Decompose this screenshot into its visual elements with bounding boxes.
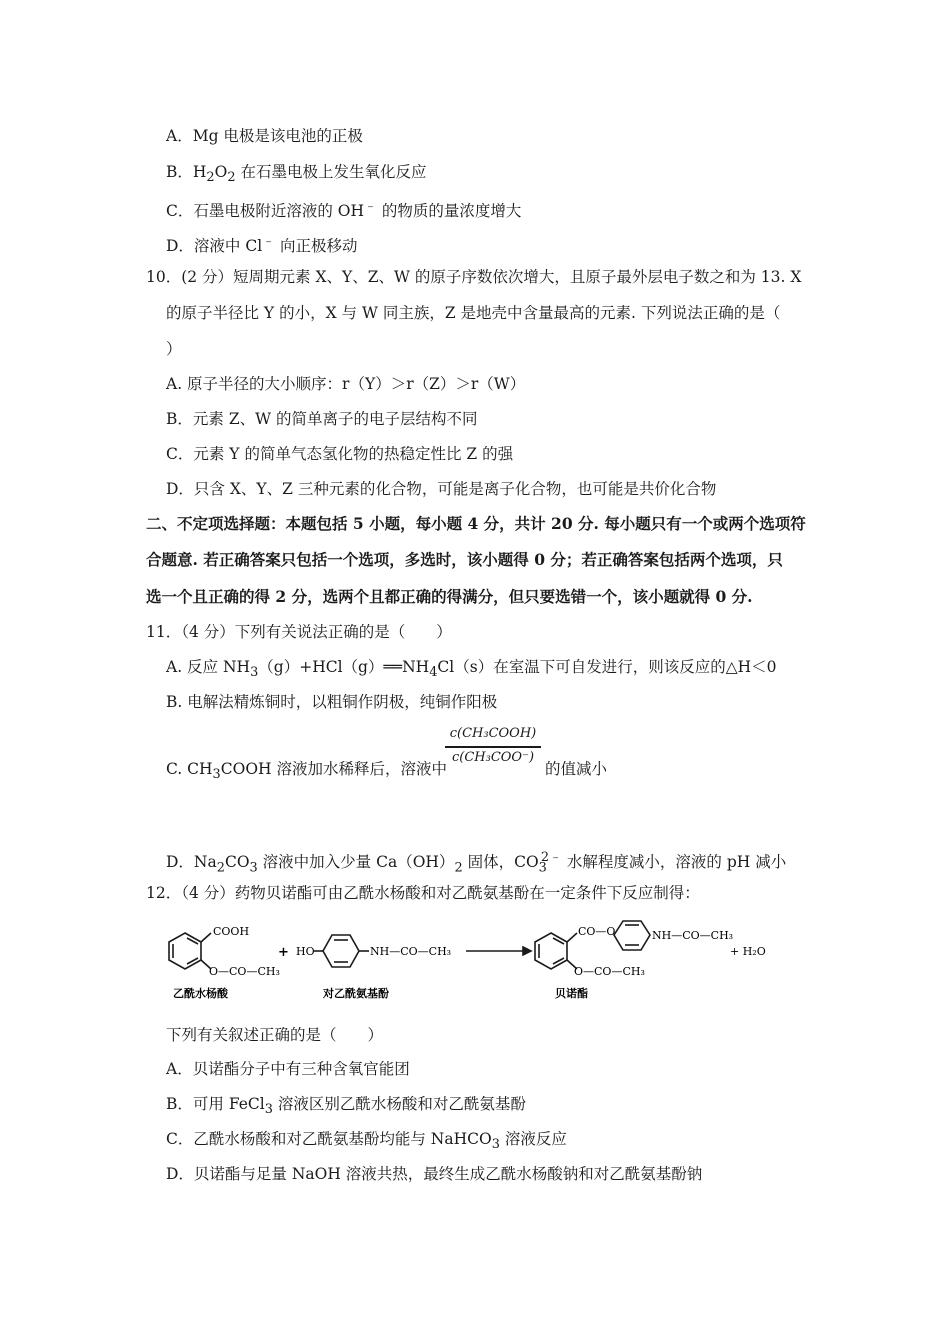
q12-option-b: B．可用 FeCl$_3$ 溶液区别乙酰水杨酸和对乙酰氨基酚 xyxy=(166,1095,526,1118)
r2-right-group: NH—CO—CH₃ xyxy=(370,945,452,958)
q11-option-c-text: C. $CH_3COOH$ 溶液加水稀释后，溶液中 xyxy=(166,760,447,783)
benzene-ring-icon xyxy=(313,935,369,967)
q11-option-a: A. 反应 $NH_3(g)+HCl(g)══NH_4Cl(s)$在室温下可自发进行，则该反应的△H＜0 xyxy=(166,658,777,681)
q11-option-d: D．$Na_2CO_3$ 溶液中加入少量 $Ca(OH)_2$ 固体，$CO_3^{2﹣}$ 水解程度减小，溶液的 pH 减小 xyxy=(166,850,787,876)
fraction-numerator: c(CH₃COOH) xyxy=(449,726,537,741)
section2-line-1: 二、不定项选择题：本题包括 5 小题，每小题 4 分，共计 20 分. 每小题只有一个或两个选项符 xyxy=(146,514,806,533)
p-right-group: NH—CO—CH₃ xyxy=(652,929,734,942)
r1-top-group: COOH xyxy=(213,925,250,938)
r1-bottom-group: O—CO—CH₃ xyxy=(209,965,280,978)
section2-line-2: 合题意. 若正确答案只包括一个选项，多选时，该小题得 0 分；若正确答案包括两个选项，只 xyxy=(146,550,783,569)
p-bottom-group: O—CO—CH₃ xyxy=(574,965,645,978)
q9-option-b: B．$H_2O_2$ 在石墨电极上发生氧化反应 xyxy=(166,163,427,186)
benzene-ring-icon xyxy=(169,933,211,969)
q10-option-c: C．元素 Y 的简单气态氢化物的热稳定性比 Z 的强 xyxy=(166,445,514,463)
benzene-ring-icon xyxy=(614,921,650,950)
q10-option-b: B．元素 Z、W 的简单离子的电子层结构不同 xyxy=(166,410,478,428)
q12-option-c: C．乙酰水杨酸和对乙酰氨基酚均能与 NaHCO$_3$ 溶液反应 xyxy=(166,1130,567,1153)
q12-stem: 12．（4 分）药物贝诺酯可由乙酰水杨酸和对乙酰氨基酚在一定条件下反应制得： xyxy=(146,884,700,902)
fraction-bar xyxy=(445,746,541,748)
q12-option-a: A．贝诺酯分子中有三种含氧官能团 xyxy=(166,1060,410,1078)
q10-option-a: A. 原子半径的大小顺序：r（Y）＞r（Z）＞r（W） xyxy=(166,375,526,393)
section2-line-3: 选一个且正确的得 2 分，选两个且都正确的得满分，但只要选错一个，该小题就得 0 分. xyxy=(146,587,753,606)
q10-option-d: D．只含 X、Y、Z 三种元素的化合物，可能是离子化合物，也可能是共价化合物 xyxy=(166,480,717,498)
q10-stem-line-2: 的原子半径比 Y 的小，X 与 W 同主族，Z 是地壳中含量最高的元素. 下列说法正确的是（ xyxy=(166,304,781,322)
q12-option-d: D．贝诺酯与足量 NaOH 溶液共热，最终生成乙酰水杨酸钠和对乙酰氨基酚钠 xyxy=(166,1165,703,1183)
q9-option-d: D．溶液中 Cl﹣ 向正极移动 xyxy=(166,234,358,256)
fraction-denominator: c(CH₃COO⁻) xyxy=(451,750,535,765)
concentration-ratio-fraction xyxy=(443,726,543,776)
q9-option-c: C．石墨电极附近溶液的 OH﹣ 的物质的量浓度增大 xyxy=(166,199,522,221)
q11-stem: 11．（4 分）下列有关说法正确的是（ ） xyxy=(146,623,452,641)
q11-option-b: B. 电解法精炼铜时，以粗铜作阴极，纯铜作阳极 xyxy=(166,693,498,711)
reaction-scheme xyxy=(163,915,773,1005)
r2-name: 对乙酰氨基酚 xyxy=(323,987,389,1000)
r1-name: 乙酰水杨酸 xyxy=(173,987,228,1000)
q11-option-c-tail: 的值减小 xyxy=(545,760,608,778)
r2-left-group: HO xyxy=(296,945,315,958)
q10-stem-line-1: 10．(2 分）短周期元素 X、Y、Z、W 的原子序数依次增大，且原子最外层电子数之和为 13. X xyxy=(146,268,802,286)
q10-stem-line-3: ） xyxy=(166,340,182,358)
p-top-group: CO—O xyxy=(578,925,616,938)
q12-lead: 下列有关叙述正确的是（ ） xyxy=(166,1026,384,1044)
p-name: 贝诺酯 xyxy=(555,987,588,1000)
plus-water: + H₂O xyxy=(730,945,766,958)
benzene-ring-icon xyxy=(535,933,577,969)
plus-sign-1: + xyxy=(278,945,289,960)
q9-option-a: A．Mg 电极是该电池的正极 xyxy=(166,127,363,145)
reaction-arrow-icon xyxy=(466,947,531,955)
